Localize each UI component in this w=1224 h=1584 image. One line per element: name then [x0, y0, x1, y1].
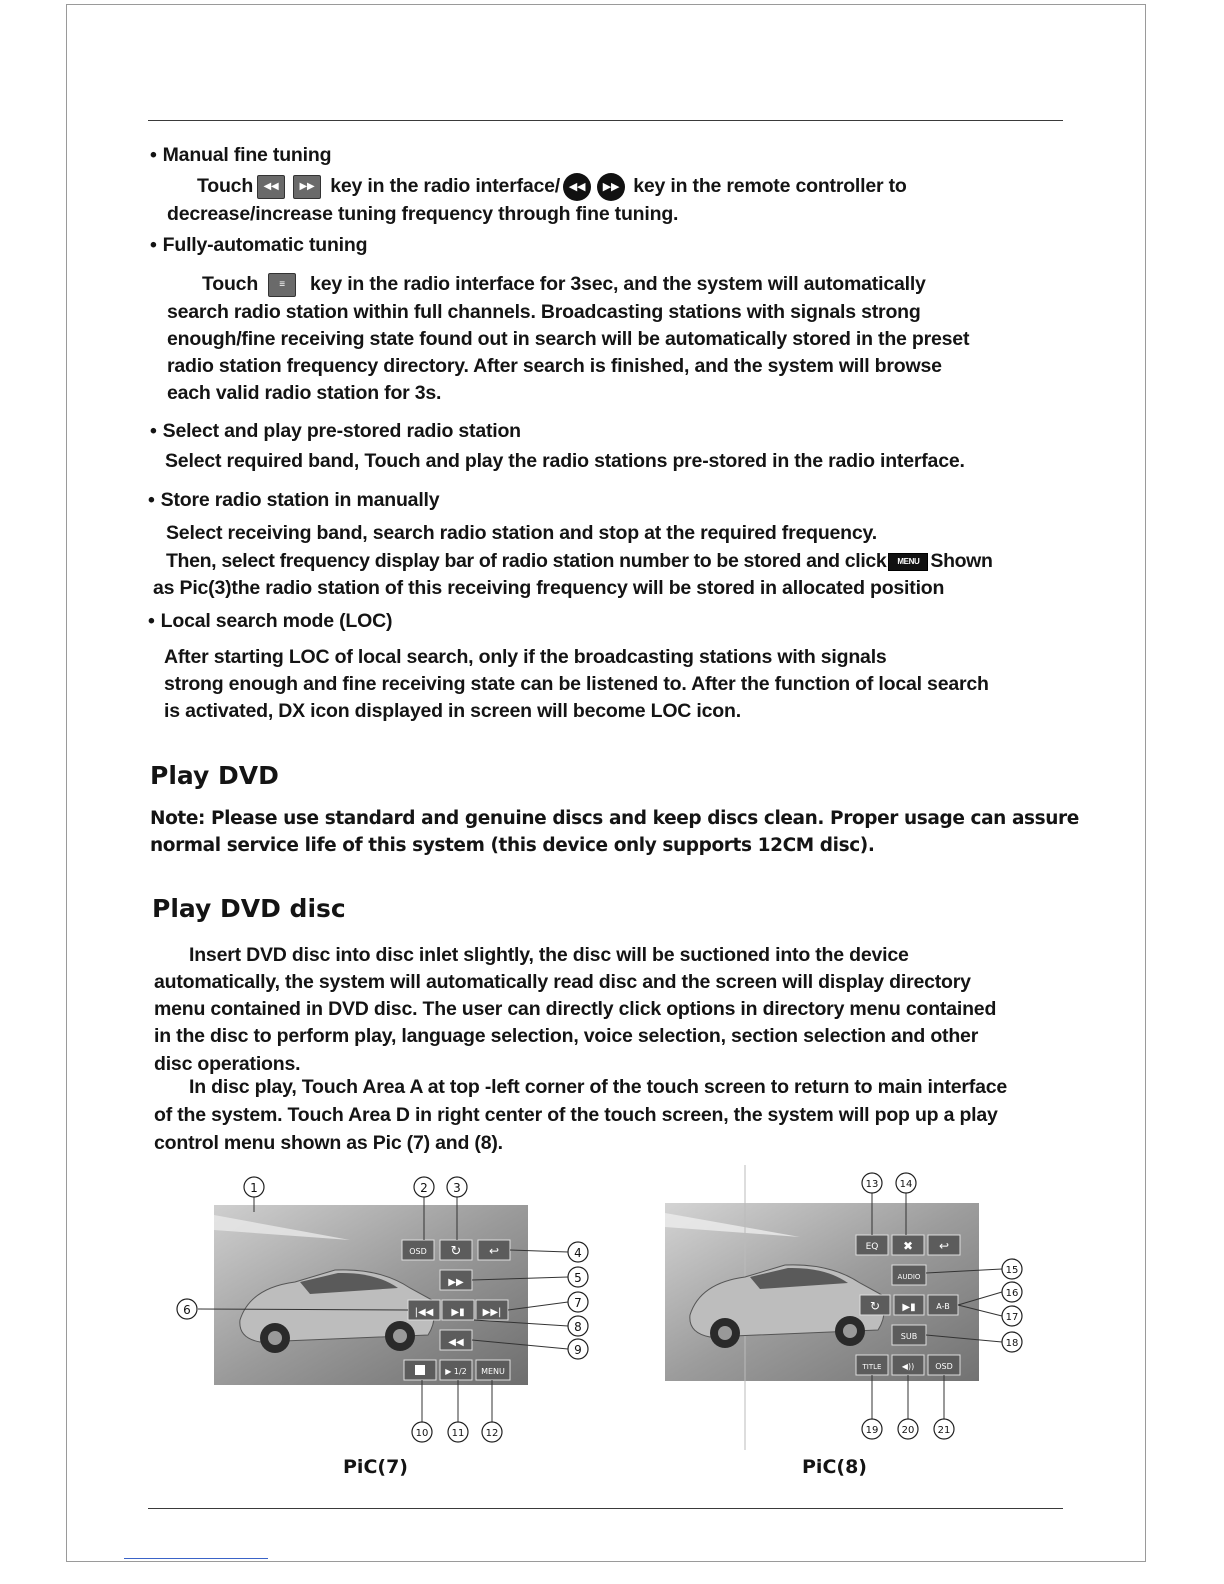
- svg-text:14: 14: [899, 1179, 913, 1190]
- select-title: • Select and play pre-stored radio station: [150, 419, 521, 443]
- svg-text:9: 9: [574, 1343, 582, 1357]
- callout-12: [482, 1422, 502, 1442]
- svg-text:11: 11: [451, 1428, 465, 1439]
- callout-10: [412, 1422, 432, 1442]
- svg-text:1: 1: [250, 1181, 258, 1195]
- svg-text:MENU: MENU: [481, 1367, 505, 1376]
- pic7-figure: [170, 1170, 600, 1450]
- disc-para-line-6: In disc play, Touch Area A at top -left corner of the touch screen to return to main interface: [189, 1076, 1008, 1098]
- disc-para-line-8: control menu shown as Pic (7) and (8).: [154, 1132, 503, 1154]
- store-text-a: Then, select frequency display bar of radio station number to be stored and click: [166, 550, 887, 572]
- svg-text:◀)): ◀)): [901, 1362, 915, 1371]
- store-line-2: [166, 549, 993, 573]
- pic8-back-button[interactable]: [928, 1235, 960, 1255]
- svg-text:↩: ↩: [938, 1239, 950, 1253]
- disc-para-line-3: menu contained in DVD disc. The user can directly click options in directory menu contained: [154, 998, 997, 1020]
- disc-para-line-4: in the disc to perform play, language selection, voice selection, section selection and other: [154, 1025, 979, 1047]
- fast-forward-icon: ▶▶: [293, 175, 321, 199]
- callout-14: [896, 1173, 916, 1193]
- svg-text:13: 13: [865, 1179, 879, 1190]
- svg-text:EQ: EQ: [865, 1242, 879, 1252]
- pic7-caption: PiC(7): [343, 1456, 408, 1478]
- touch-text: Touch: [202, 273, 259, 295]
- svg-text:12: 12: [485, 1428, 499, 1439]
- callout-9: [568, 1339, 588, 1359]
- auto-tuning-line-3: enough/fine receiving state found out in search will be automatically stored in the preset: [167, 328, 970, 350]
- callout-11: [448, 1422, 468, 1442]
- svg-text:▶▮: ▶▮: [451, 1307, 465, 1318]
- callout-3: [447, 1177, 467, 1197]
- svg-text:▶▶|: ▶▶|: [482, 1307, 502, 1318]
- svg-text:▶▶: ▶▶: [448, 1277, 464, 1288]
- svg-text:OSD: OSD: [409, 1247, 427, 1256]
- remote-forward-icon: ▶▶: [597, 173, 625, 201]
- disc-para-line-2: automatically, the system will automatically read disc and the screen will display directory: [154, 971, 971, 993]
- seek-icon: ≡: [268, 273, 296, 297]
- svg-text:A-B: A-B: [936, 1302, 950, 1311]
- auto-text-b: key in the radio interface for 3sec, and the system will automatically: [310, 273, 926, 295]
- manual-text-b: key in the radio interface/: [330, 175, 561, 198]
- callout-18: [1002, 1332, 1022, 1352]
- auto-tuning-line-4: radio station frequency directory. After search is finished, and the system will browse: [167, 355, 942, 377]
- auto-tuning-line-5: each valid radio station for 3s.: [167, 382, 442, 404]
- callout-5: [568, 1267, 588, 1287]
- callout-6: [177, 1299, 197, 1319]
- callout-17: [1002, 1306, 1022, 1326]
- pic7-fast-forward-button[interactable]: [440, 1270, 472, 1290]
- bottom-rule: [148, 1508, 1063, 1509]
- note-line-2: normal service life of this system (this device only supports 12CM disc).: [150, 835, 875, 856]
- pic7-osd-button[interactable]: [402, 1240, 434, 1260]
- store-text-b: Shown: [930, 550, 993, 572]
- svg-text:19: 19: [865, 1425, 879, 1436]
- note-line-1: Note: Please use standard and genuine discs and keep discs clean. Proper usage can assure: [150, 808, 1079, 829]
- pic7-menu-button[interactable]: [476, 1360, 510, 1380]
- pic8-play-pause-button[interactable]: [894, 1295, 924, 1315]
- svg-text:15: 15: [1005, 1265, 1019, 1276]
- svg-text:↩: ↩: [488, 1244, 500, 1258]
- pic7-title-play-button[interactable]: [440, 1360, 472, 1380]
- remote-rewind-icon: ◀◀: [563, 173, 591, 201]
- pic8-title-button[interactable]: [856, 1355, 888, 1375]
- svg-text:8: 8: [574, 1320, 582, 1334]
- pic8-osd-button[interactable]: [928, 1355, 960, 1375]
- callout-4: [568, 1242, 588, 1262]
- pic7-back-button[interactable]: [478, 1240, 510, 1260]
- svg-text:↻: ↻: [869, 1299, 881, 1313]
- callout-7: [568, 1292, 588, 1312]
- callout-1: [244, 1177, 264, 1197]
- store-line-1: Select receiving band, search radio station and stop at the required frequency.: [166, 522, 877, 544]
- svg-text:▶ 1/2: ▶ 1/2: [445, 1367, 467, 1376]
- store-title: • Store radio station in manually: [148, 488, 439, 512]
- svg-text:18: 18: [1005, 1338, 1019, 1349]
- svg-text:20: 20: [901, 1425, 915, 1436]
- svg-text:4: 4: [574, 1246, 582, 1260]
- pic7-repeat-button[interactable]: [440, 1240, 472, 1260]
- callout-2: [414, 1177, 434, 1197]
- svg-text:TITLE: TITLE: [862, 1363, 882, 1371]
- auto-tuning-line-1: [202, 272, 926, 297]
- loc-line-2: strong enough and fine receiving state can be listened to. After the function of local search: [164, 673, 989, 695]
- svg-text:6: 6: [183, 1303, 191, 1317]
- svg-text:17: 17: [1005, 1312, 1019, 1323]
- callout-20: [898, 1419, 918, 1439]
- manual-tuning-line-1: [197, 173, 907, 201]
- loc-line-1: After starting LOC of local search, only if the broadcasting stations with signals: [164, 646, 887, 668]
- svg-text:AUDIO: AUDIO: [897, 1273, 921, 1281]
- touch-text: Touch: [197, 175, 254, 198]
- disc-para-line-5: disc operations.: [154, 1053, 301, 1075]
- rewind-icon: ◀◀: [257, 175, 285, 199]
- pic7-stop-button[interactable]: [404, 1360, 436, 1380]
- svg-text:3: 3: [453, 1181, 461, 1195]
- svg-text:10: 10: [415, 1428, 429, 1439]
- callout-16: [1002, 1282, 1022, 1302]
- svg-text:↻: ↻: [450, 1244, 462, 1259]
- callout-13: [862, 1173, 882, 1193]
- auto-tuning-title: • Fully-automatic tuning: [150, 233, 367, 257]
- pic8-audio-button[interactable]: [892, 1265, 926, 1285]
- menu-key-icon: MENU: [888, 553, 928, 571]
- loc-line-3: is activated, DX icon displayed in screen will become LOC icon.: [164, 700, 741, 722]
- play-dvd-disc-heading: Play DVD disc: [152, 894, 346, 923]
- store-line-3: as Pic(3)the radio station of this receiving frequency will be stored in allocated position: [153, 577, 945, 599]
- top-rule: [148, 120, 1063, 121]
- callout-15: [1002, 1259, 1022, 1279]
- manual-text-c: key in the remote controller to: [633, 175, 907, 198]
- svg-text:OSD: OSD: [935, 1362, 953, 1371]
- callout-19: [862, 1419, 882, 1439]
- pic8-figure: [650, 1165, 1030, 1450]
- svg-text:✖: ✖: [902, 1239, 914, 1253]
- auto-tuning-line-2: search radio station within full channels. Broadcasting stations with signals strong: [167, 301, 921, 323]
- svg-text:|◀◀: |◀◀: [414, 1307, 434, 1318]
- svg-text:5: 5: [574, 1271, 582, 1285]
- pic7-rewind-button[interactable]: [440, 1330, 472, 1350]
- svg-text:16: 16: [1005, 1288, 1019, 1299]
- svg-text:7: 7: [574, 1296, 582, 1310]
- pic8-mute-button[interactable]: [892, 1355, 924, 1375]
- svg-text:SUB: SUB: [900, 1332, 918, 1341]
- pic8-repeat-button[interactable]: [860, 1295, 890, 1315]
- pic7-prev-button[interactable]: [408, 1300, 440, 1320]
- manual-tuning-line-2: decrease/increase tuning frequency through fine tuning.: [167, 203, 679, 225]
- callout-21: [934, 1419, 954, 1439]
- disc-para-line-7: of the system. Touch Area D in right center of the touch screen, the system will pop up a play: [154, 1104, 998, 1126]
- callout-8: [568, 1316, 588, 1336]
- play-dvd-heading: Play DVD: [150, 761, 279, 790]
- pic8-eq-button[interactable]: [856, 1235, 888, 1255]
- pic8-caption: PiC(8): [802, 1456, 867, 1478]
- svg-text:2: 2: [420, 1181, 428, 1195]
- svg-text:◀◀: ◀◀: [448, 1337, 464, 1348]
- pic8-settings-button[interactable]: [892, 1235, 924, 1255]
- svg-text:▶▮: ▶▮: [902, 1302, 916, 1313]
- pic7-play-pause-button[interactable]: [442, 1300, 474, 1320]
- pic8-ab-button[interactable]: [928, 1295, 958, 1315]
- disc-para-line-1: Insert DVD disc into disc inlet slightly, the disc will be suctioned into the device: [189, 944, 909, 966]
- select-line-1: Select required band, Touch and play the radio stations pre-stored in the radio interface.: [165, 450, 965, 472]
- manual-tuning-title: • Manual fine tuning: [150, 143, 331, 167]
- svg-text:21: 21: [937, 1425, 951, 1436]
- footer-link-line: [124, 1558, 268, 1559]
- pic7-next-button[interactable]: [476, 1300, 508, 1320]
- loc-title: • Local search mode (LOC): [148, 609, 392, 633]
- pic8-subtitle-button[interactable]: [892, 1325, 926, 1345]
